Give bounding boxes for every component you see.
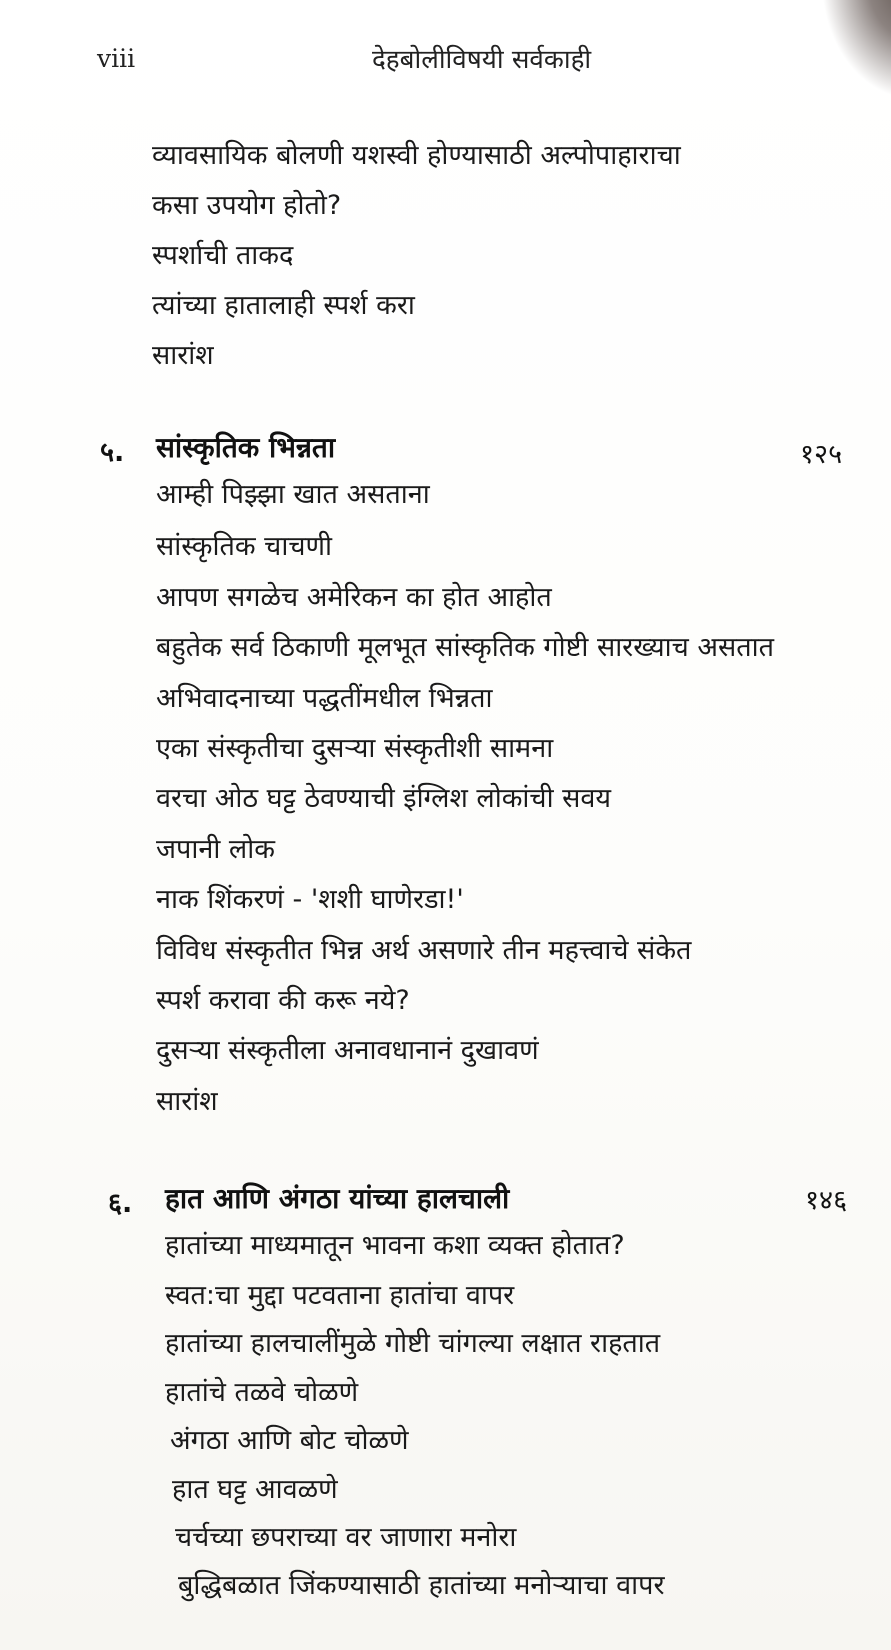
toc-entry: आम्ही पिझ्झा खात असताना — [156, 479, 430, 510]
toc-entry: आपण सगळेच अमेरिकन का होत आहोत — [156, 582, 552, 613]
toc-entry: हातांच्या हालचालींमुळे गोष्टी चांगल्या लक्षात राहतात — [165, 1328, 661, 1359]
toc-entry: बहुतेक सर्व ठिकाणी मूलभूत सांस्कृतिक गोष्टी सारख्याच असतात — [156, 632, 775, 663]
toc-entry: स्वत:चा मुद्दा पटवताना हातांचा वापर — [165, 1280, 515, 1311]
page-corner-shadow — [821, 0, 891, 100]
toc-entry: एका संस्कृतीचा दुसऱ्या संस्कृतीशी सामना — [156, 733, 554, 764]
toc-entry: अंगठा आणि बोट चोळणे — [170, 1425, 409, 1456]
toc-entry: दुसऱ्या संस्कृतीला अनावधानानं दुखावणं — [156, 1035, 539, 1066]
chapter-page-number: १२५ — [800, 439, 843, 470]
chapter-title: सांस्कृतिक भिन्नता — [156, 431, 336, 464]
toc-entry: वरचा ओठ घट्ट ठेवण्याची इंग्लिश लोकांची सवय — [156, 783, 612, 814]
toc-entry: जपानी लोक — [156, 834, 275, 865]
chapter-number: ५. — [100, 437, 125, 468]
toc-entry: त्यांच्या हातालाही स्पर्श करा — [152, 290, 415, 321]
toc-entry: चर्चच्या छपराच्या वर जाणारा मनोरा — [175, 1522, 517, 1553]
chapter-number: ६. — [108, 1188, 133, 1219]
toc-entry: सांस्कृतिक चाचणी — [156, 531, 332, 562]
toc-entry: हातांच्या माध्यमातून भावना कशा व्यक्त होतात? — [165, 1230, 625, 1261]
toc-entry: हातांचे तळवे चोळणे — [165, 1377, 359, 1408]
toc-entry: व्यावसायिक बोलणी यशस्वी होण्यासाठी अल्पोपाहाराचा — [152, 140, 681, 171]
toc-entry: अभिवादनाच्या पद्धतींमधील भिन्नता — [156, 683, 493, 714]
toc-entry: सारांश — [156, 1086, 218, 1117]
running-title: देहबोलीविषयी सर्वकाही — [372, 45, 592, 75]
toc-entry: नाक शिंकरणं - 'शशी घाणेरडा!' — [156, 884, 464, 915]
toc-entry: कसा उपयोग होतो? — [152, 190, 342, 221]
toc-entry: स्पर्श करावा की करू नये? — [156, 985, 410, 1016]
toc-entry: बुद्धिबळात जिंकण्यासाठी हातांच्या मनोऱ्याचा वापर — [178, 1570, 665, 1601]
page-number: viii — [97, 44, 136, 73]
toc-entry: स्पर्शाची ताकद — [152, 240, 294, 271]
toc-entry: हात घट्ट आवळणे — [172, 1474, 338, 1505]
toc-entry: विविध संस्कृतीत भिन्न अर्थ असणारे तीन महत्त्वाचे संकेत — [156, 935, 692, 966]
chapter-page-number: १४६ — [805, 1185, 848, 1216]
toc-entry: सारांश — [152, 340, 214, 371]
chapter-title: हात आणि अंगठा यांच्या हालचाली — [165, 1182, 510, 1215]
